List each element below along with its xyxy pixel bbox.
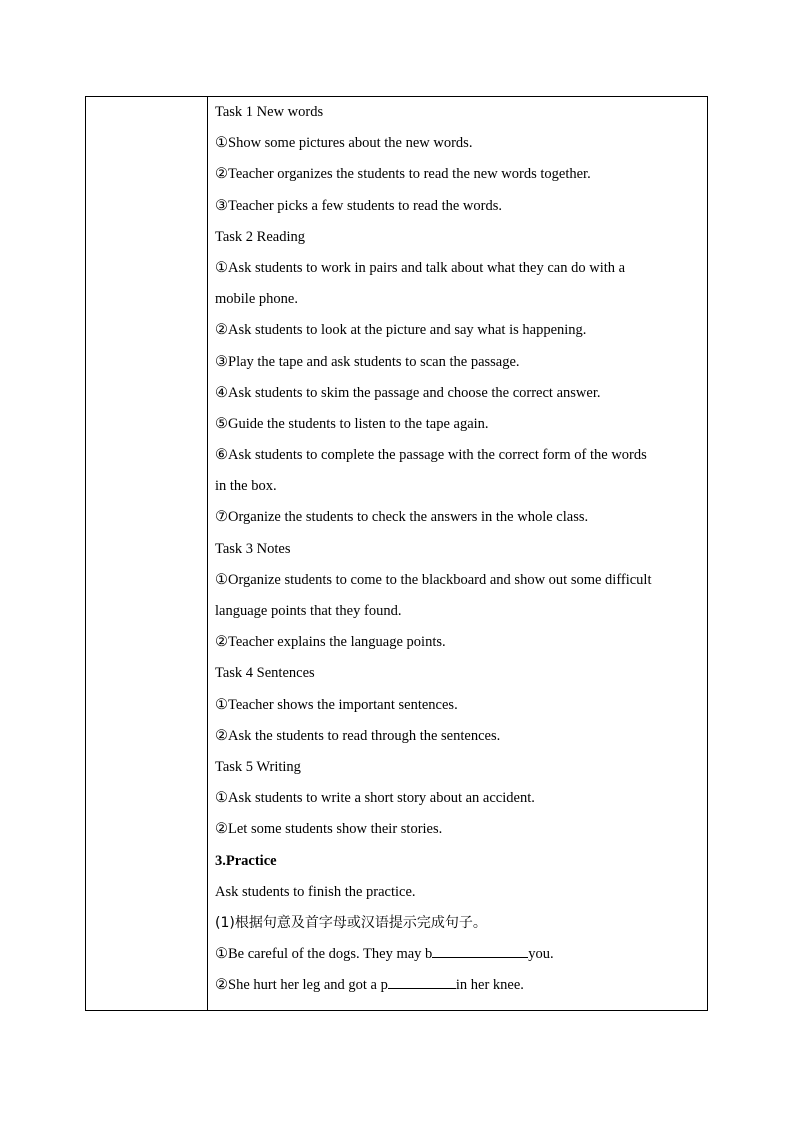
column-divider [207, 97, 208, 1010]
step-line: ①Ask students to work in pairs and talk about what they can do with a [215, 259, 626, 276]
step-line: ①Show some pictures about the new words. [215, 135, 473, 152]
step-line-continued: in the box. [215, 478, 277, 495]
step-line: ②Ask students to look at the picture and say what is happening. [215, 322, 587, 339]
step-line: ②Teacher explains the language points. [215, 634, 446, 651]
question-2-text: ②She hurt her leg and got a p [215, 977, 388, 994]
practice-heading: 3.Practice [215, 852, 277, 869]
task-4-heading: Task 4 Sentences [215, 665, 315, 682]
question-2-text-end: in her knee. [455, 977, 524, 994]
answer-blank-2 [388, 974, 456, 989]
step-line: ④Ask students to skim the passage and choose the correct answer. [215, 384, 601, 401]
lesson-table [85, 96, 708, 1011]
fill-in-question-1 [215, 939, 701, 970]
fill-in-question-2 [215, 970, 701, 1001]
step-line: ①Ask students to write a short story about an accident. [215, 790, 535, 807]
task-1-heading: Task 1 New words [215, 104, 324, 120]
step-line: ③Teacher picks a few students to read the words. [215, 197, 502, 214]
task-5-heading: Task 5 Writing [215, 758, 301, 775]
step-line-continued: language points that they found. [215, 603, 402, 619]
step-line: ②Teacher organizes the students to read the new words together. [215, 166, 591, 183]
step-line: ⑥Ask students to complete the passage with the correct form of the words [215, 447, 647, 464]
exercise-instruction: (1)根据句意及首字母或汉语提示完成句子。 [215, 914, 487, 931]
step-line: ⑦Organize the students to check the answers in the whole class. [215, 509, 589, 526]
task-2-heading: Task 2 Reading [215, 228, 305, 245]
step-line: ②Let some students show their stories. [215, 821, 443, 838]
procedure-cell [215, 97, 701, 1001]
step-line: ③Play the tape and ask students to scan the passage. [215, 353, 520, 370]
practice-instruction: Ask students to finish the practice. [215, 883, 416, 900]
step-line: ①Organize students to come to the blackboard and show out some difficult [215, 571, 652, 588]
step-line: ①Teacher shows the important sentences. [215, 696, 458, 713]
task-3-heading: Task 3 Notes [215, 540, 291, 557]
step-line: ⑤Guide the students to listen to the tape again. [215, 415, 489, 432]
question-1-text-end: you. [528, 946, 554, 963]
question-1-text: ①Be careful of the dogs. They may b [215, 946, 433, 963]
answer-blank-1 [432, 943, 528, 958]
step-line: ②Ask the students to read through the sentences. [215, 727, 501, 744]
step-line-continued: mobile phone. [215, 291, 298, 308]
